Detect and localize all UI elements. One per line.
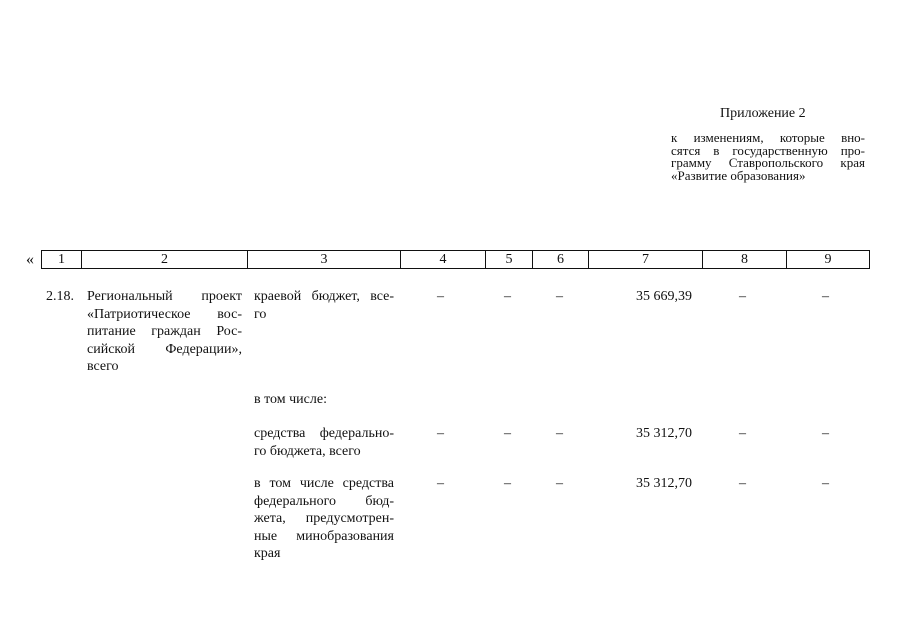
column-number-7: 7 — [589, 251, 703, 269]
row-number: 2.18. — [46, 289, 74, 304]
funding-source-line: го — [254, 306, 267, 322]
funding-source-line: краевой бюджет, все- — [254, 289, 394, 304]
funding-source-line: в том числе: — [254, 392, 327, 407]
value-col4: – — [437, 426, 444, 441]
project-name-line: Региональный проект — [87, 289, 242, 304]
value-col5: – — [504, 426, 511, 441]
funding-source-line: края — [254, 546, 281, 561]
value-col6: – — [556, 426, 563, 441]
funding-source-ministry — [254, 475, 394, 563]
appendix-note — [671, 132, 865, 182]
funding-source-line: ные минобразования — [254, 528, 394, 544]
value-col5: – — [504, 476, 511, 491]
appendix-note-line: сятся в государственную про- — [671, 142, 865, 158]
funding-source-federal — [254, 425, 394, 460]
funding-source-regional — [254, 288, 394, 323]
project-name-line: всего — [87, 359, 119, 374]
column-number-2: 2 — [82, 251, 248, 269]
including-label — [254, 391, 394, 409]
value-col7: 35 669,39 — [636, 289, 692, 304]
project-name — [87, 288, 242, 376]
column-number-9: 9 — [787, 251, 870, 269]
value-col8: – — [739, 289, 746, 304]
column-number-header — [41, 250, 870, 269]
value-col7: 35 312,70 — [636, 476, 692, 491]
column-number-1: 1 — [42, 251, 82, 269]
project-name-line: «Патриотическое вос- — [87, 306, 242, 322]
funding-source-line: го бюджета, всего — [254, 443, 361, 459]
value-col5: – — [504, 289, 511, 304]
column-number-5: 5 — [486, 251, 533, 269]
value-col6: – — [556, 289, 563, 304]
appendix-title: Приложение 2 — [720, 106, 806, 121]
appendix-note-line: грамму Ставропольского края — [671, 155, 865, 170]
open-quote: « — [26, 251, 34, 268]
appendix-note-line: к изменениям, которые вно- — [671, 130, 865, 145]
value-col8: – — [739, 476, 746, 491]
value-col4: – — [437, 476, 444, 491]
column-number-4: 4 — [401, 251, 486, 269]
project-name-line: сийской Федерации», — [87, 341, 242, 357]
funding-source-line: федерального бюд- — [254, 493, 394, 509]
value-col6: – — [556, 476, 563, 491]
value-col9: – — [822, 426, 829, 441]
value-col4: – — [437, 289, 444, 304]
column-number-3: 3 — [248, 251, 401, 269]
column-number-6: 6 — [533, 251, 589, 269]
column-number-8: 8 — [703, 251, 787, 269]
value-col7: 35 312,70 — [636, 426, 692, 441]
appendix-note-line: «Развитие образования» — [671, 167, 806, 183]
value-col9: – — [822, 476, 829, 491]
funding-source-line: средства федерально- — [254, 426, 394, 441]
funding-source-line: жета, предусмотрен- — [254, 511, 394, 526]
project-name-line: питание граждан Рос- — [87, 324, 242, 339]
funding-source-line: в том числе средства — [254, 476, 394, 491]
value-col8: – — [739, 426, 746, 441]
value-col9: – — [822, 289, 829, 304]
